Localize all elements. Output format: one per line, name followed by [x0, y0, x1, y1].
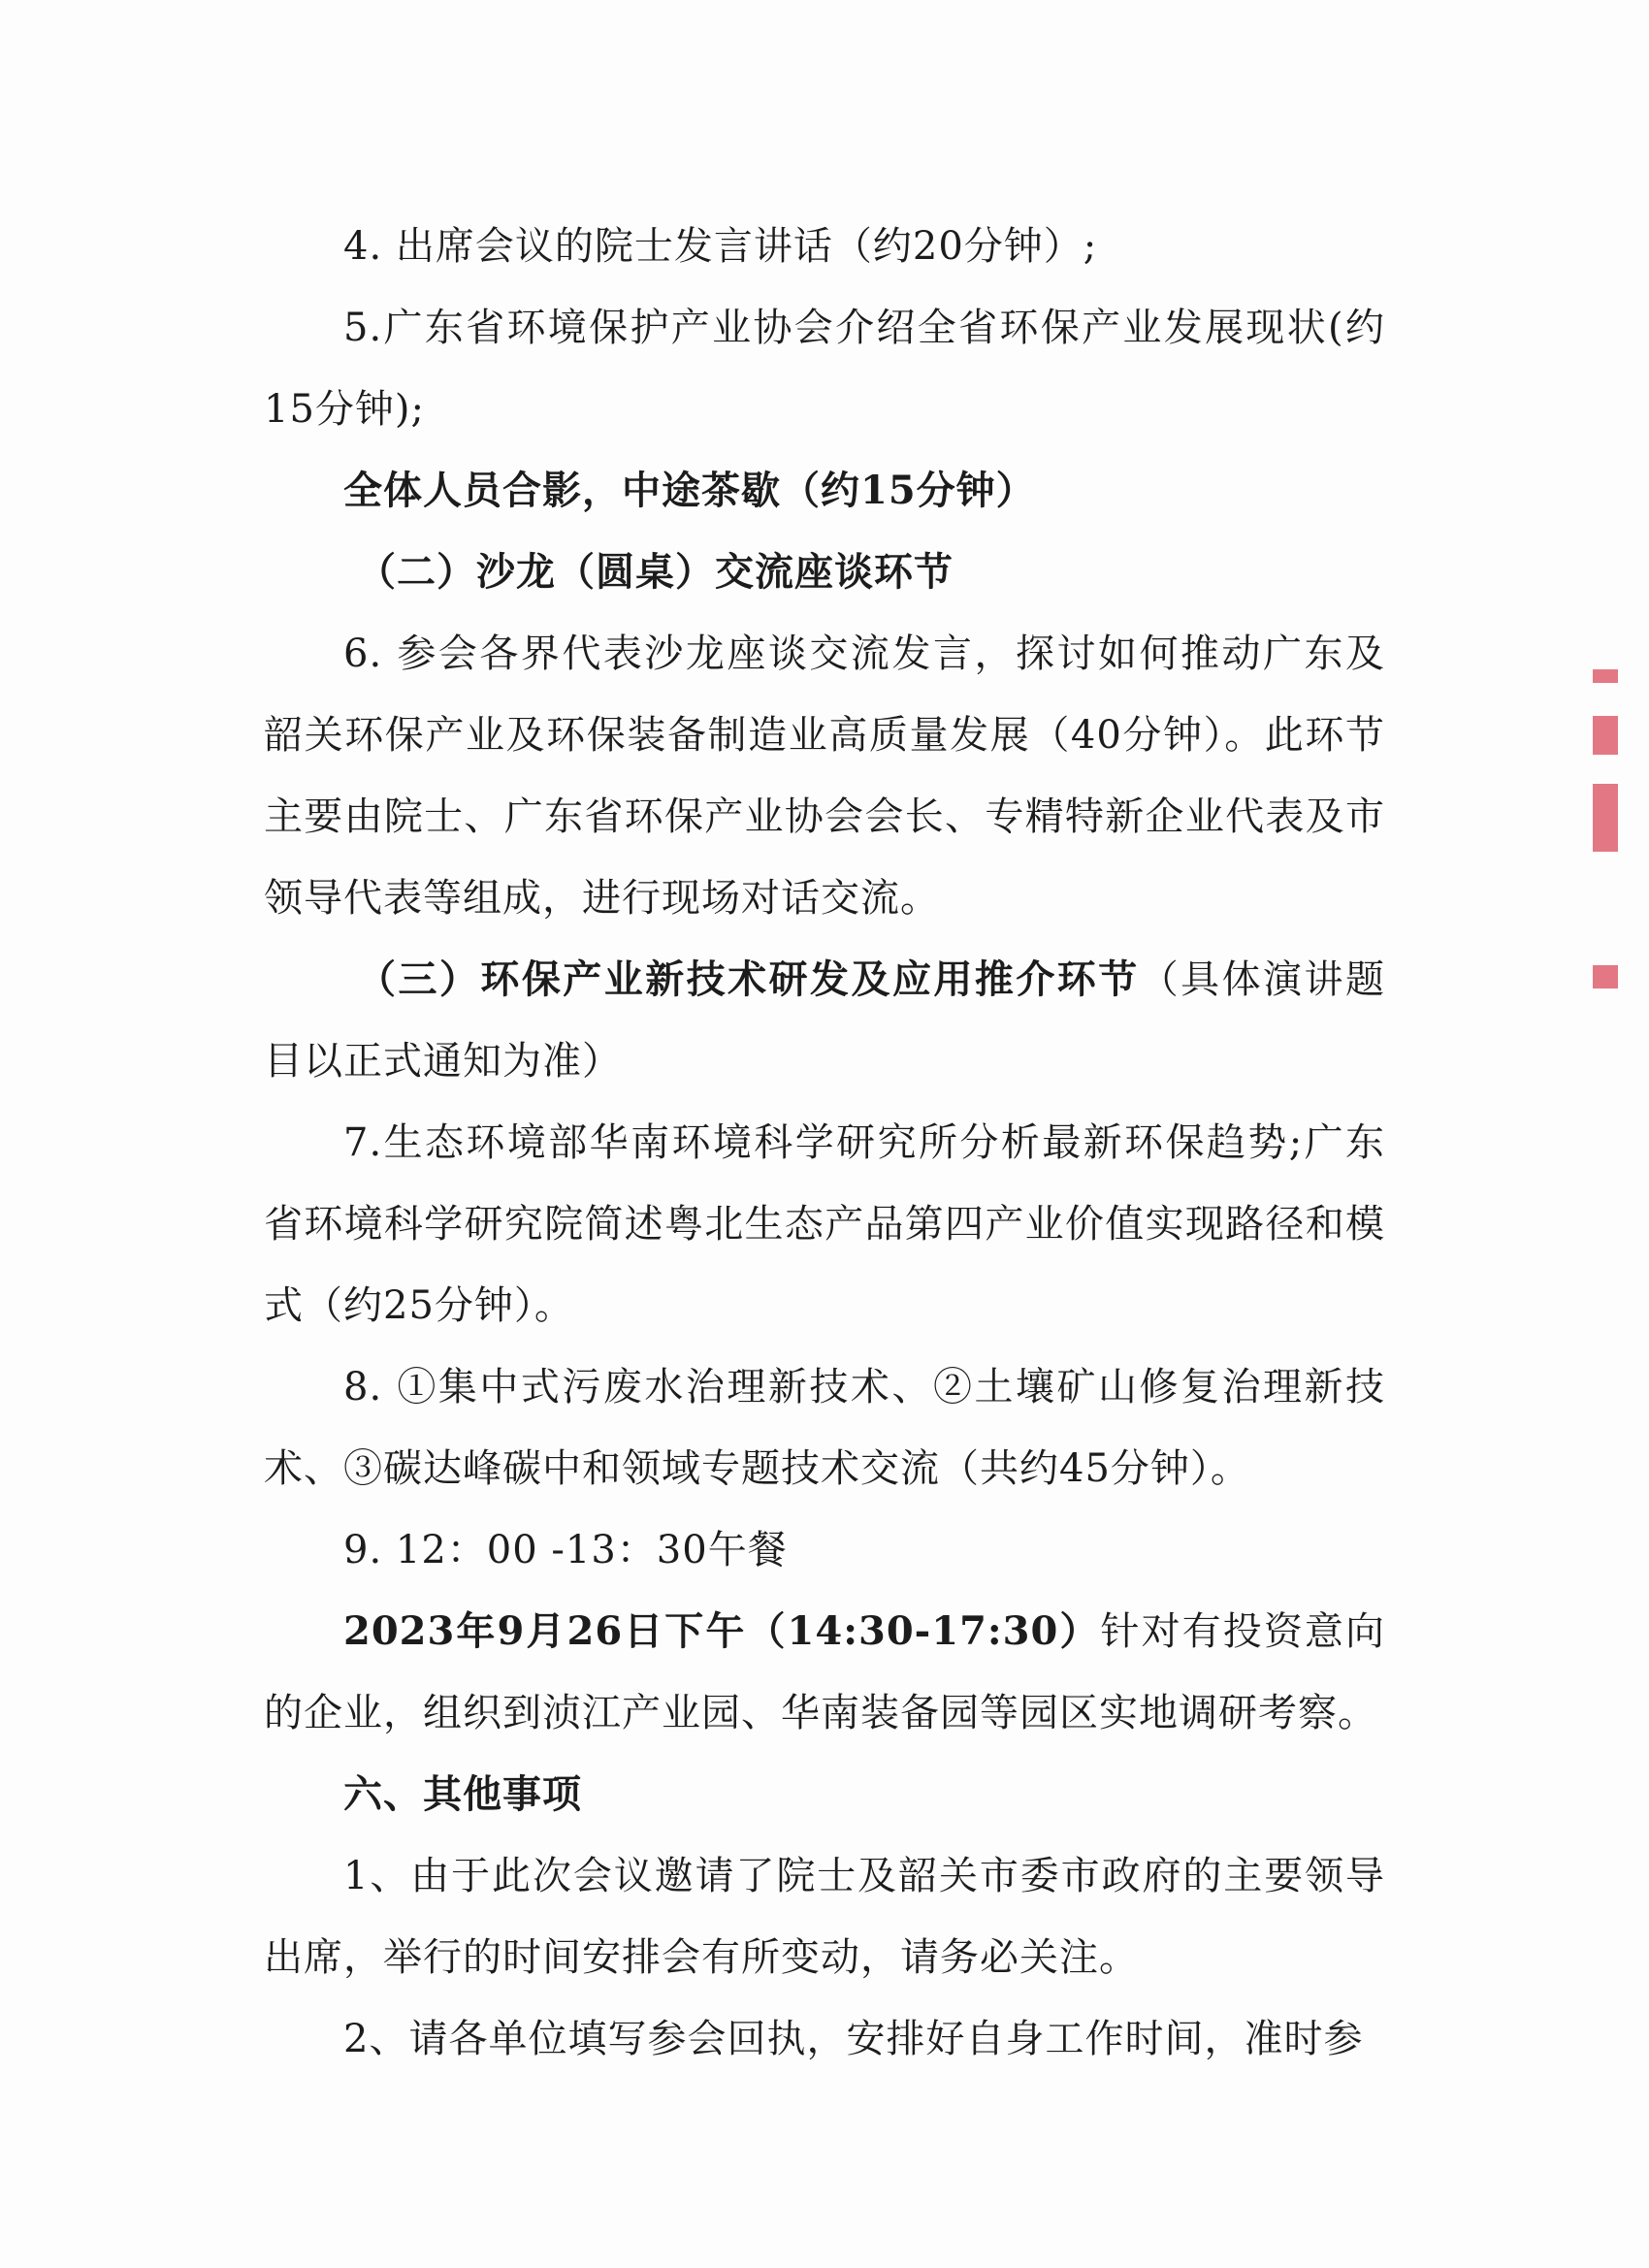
- section-heading-salon: （二）沙龙（圆桌）交流座谈环节: [357, 549, 954, 595]
- item-7: 7.生态环境部华南环境科学研究所分析最新环保趋势;广东省环境科学研究院简述粤北生态产品第四产业价值实现路径和模式（约25分钟）。: [264, 1120, 1385, 1328]
- item-6: 6. 参会各界代表沙龙座谈交流发言，探讨如何推动广东及韶关环保产业及环保装备制造业高质量发展（40分钟）。此环节主要由院士、广东省环保产业协会会长、专精特新企业代表及市领导代表等组成，进行现场对话交流。: [264, 632, 1385, 921]
- stamp-edge-mark-top: [1593, 669, 1618, 683]
- other-item-2: 2、请各单位填写参会回执，安排好自身工作时间，准时参: [343, 2017, 1364, 2061]
- other-item-1: 1、由于此次会议邀请了院士及韶关市委市政府的主要领导出席，举行的时间安排会有所变动，请务必关注。: [264, 1854, 1385, 1980]
- afternoon-visit-text: 针对有投资意向的企业，组织到浈江产业园、华南装备园等园区实地调研考察。: [264, 1609, 1386, 1735]
- afternoon-visit: [264, 1591, 1385, 1754]
- item-9: 9. 12：00 -13：30午餐: [343, 1528, 788, 1572]
- stamp-edge-mark-2: [1593, 784, 1618, 852]
- item-4: 4. 出席会议的院士发言讲话（约20分钟）;: [343, 224, 1098, 269]
- section-heading-other: 六、其他事项: [343, 1771, 582, 1817]
- item-8: 8. ①集中式污废水治理新技术、②土壤矿山修复治理新技术、③碳达峰碳中和领域专题技术交流（共约45分钟）。: [264, 1365, 1385, 1491]
- document-body: [264, 206, 1385, 2080]
- stamp-edge-mark-1: [1593, 716, 1618, 755]
- section-heading-new-tech-title: （三）环保产业新技术研发及应用推介环节: [357, 956, 1140, 1002]
- group-photo-tea-break: 全体人员合影，中途茶歇（约15分钟）: [343, 468, 1036, 513]
- section-heading-new-tech: [264, 939, 1385, 1102]
- stamp-edge-mark-3: [1593, 965, 1618, 988]
- afternoon-visit-time: 2023年9月26日下午（14:30-17:30）: [343, 1608, 1101, 1654]
- section-heading-new-tech-note: （具体演讲题目以正式通知为准）: [264, 957, 1386, 1084]
- item-5: 5.广东省环境保护产业协会介绍全省环保产业发展现状(约15分钟);: [264, 306, 1385, 432]
